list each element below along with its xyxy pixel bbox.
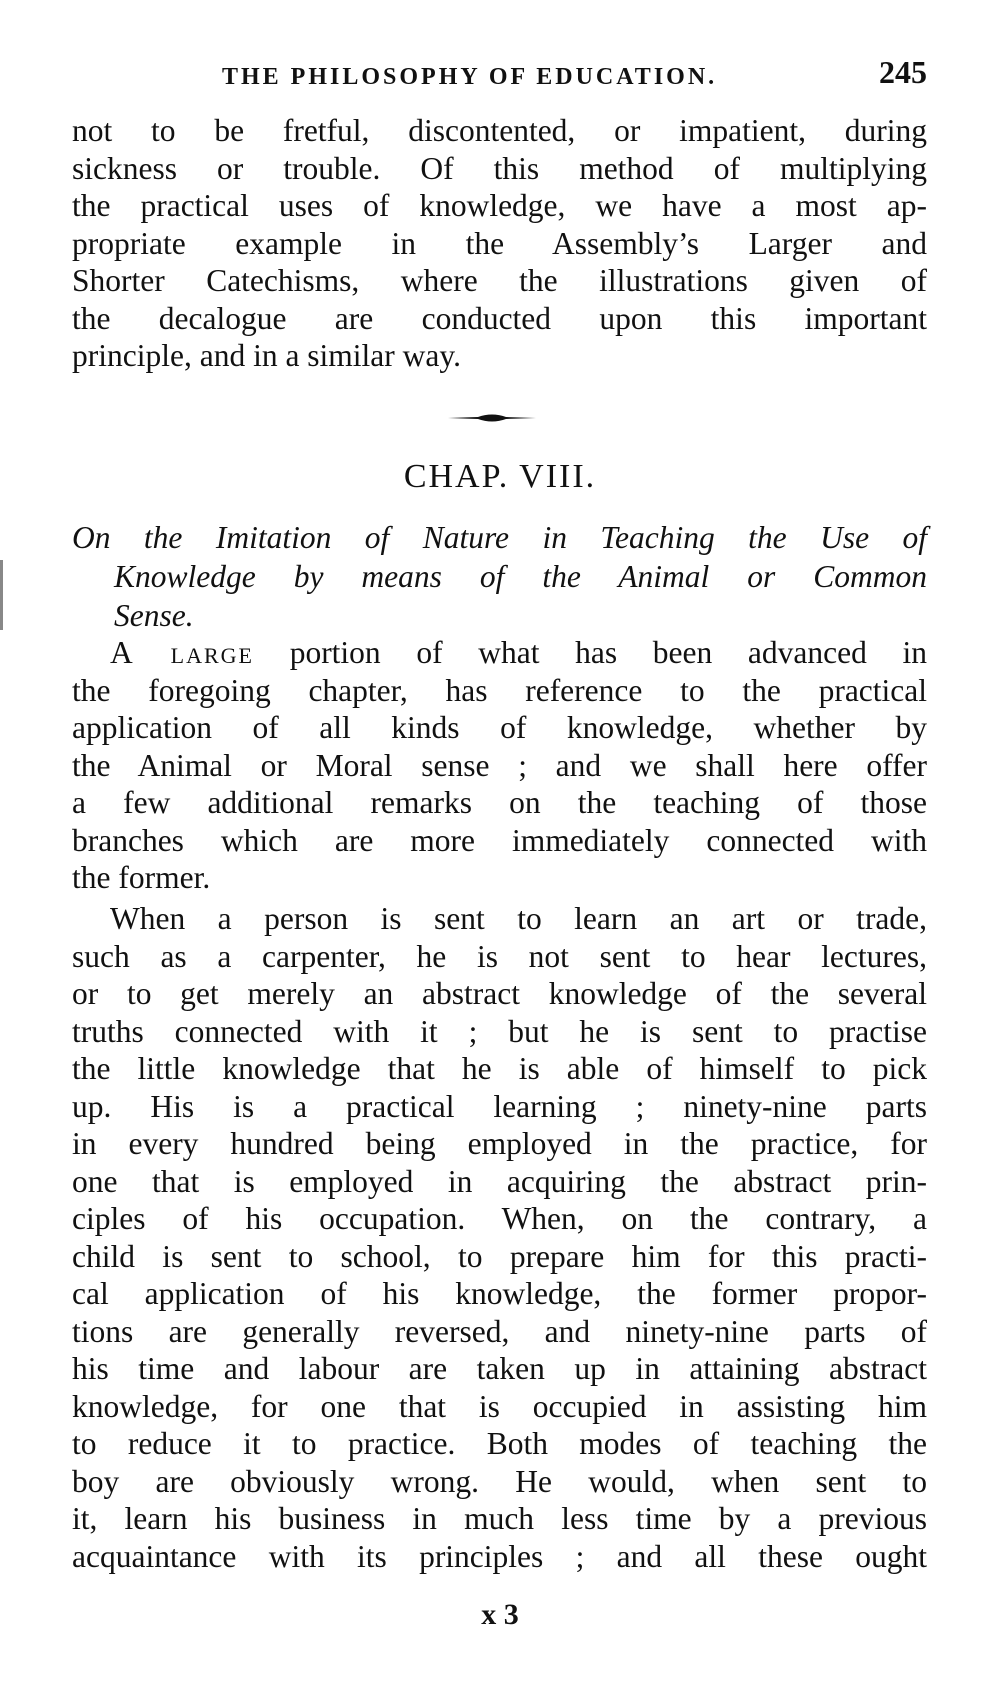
drop-word: A large [110,635,255,670]
page-edge-mark [0,560,3,630]
subtitle-line: Sense. [114,598,194,633]
text-line: propriate example in the Assembly’s Larger and [72,225,927,261]
text-line: the Animal or Moral sense ; and we shall here offer [72,747,927,783]
text-line: child is sent to school, to prepare him for this practi- [72,1238,927,1274]
page-number: 245 [879,54,927,90]
text-line: branches which are more immediately connected with [72,822,927,858]
text-line: tions are generally reversed, and ninety-nine parts of [72,1313,927,1349]
text-line: not to be fretful, discontented, or impatient, during [72,113,927,148]
section-divider-ornament [448,412,536,424]
text-line: sickness or trouble. Of this method of multiplying [72,150,927,186]
first-line-rest: portion of what has been advanced in [289,635,928,670]
text-line: it, learn his business in much less time by a previous [72,1501,927,1536]
text-line: the foregoing chapter, has reference to the practical [72,672,927,708]
text-line: to reduce it to practice. Both modes of teaching the [72,1426,927,1461]
running-head [72,50,927,100]
text-line: When a person is sent to learn an art or trade, [110,901,927,936]
text-line: application of all kinds of knowledge, whether by [72,710,927,745]
text-line: ciples of his occupation. When, on the contrary, a [72,1201,927,1236]
running-title: THE PHILOSOPHY OF EDUCATION. [222,64,718,90]
text-line: knowledge, for one that is occupied in assisting him [72,1388,927,1424]
text-line: the decalogue are conducted upon this important [72,300,927,336]
text-line: or to get merely an abstract knowledge of the several [72,976,927,1011]
text-line: his time and labour are taken up in attaining abstract [72,1351,927,1386]
chapter-subtitle [72,518,927,635]
paragraph-three [72,900,927,1575]
text-line: the little knowledge that he is able of himself to pick [72,1051,927,1086]
text-line: up. His is a practical learning ; ninety-nine parts [72,1088,927,1124]
text-line: boy are obviously wrong. He would, when sent to [72,1463,927,1499]
text-line: acquaintance with its principles ; and all these ought [72,1538,927,1574]
text-line: Shorter Catechisms, where the illustrations given of [72,263,927,298]
text-line [72,634,927,672]
text-line: such as a carpenter, he is not sent to hear lectures, [72,938,927,974]
signature-mark: x 3 [481,1598,519,1631]
subtitle-line: On the Imitation of Nature in Teaching the Use of [72,520,927,555]
text-line: cal application of his knowledge, the former propor- [72,1276,927,1311]
text-line: in every hundred being employed in the practice, for [72,1126,927,1161]
paragraph-two [72,634,927,897]
text-line: the former. [72,860,211,895]
text-line: truths connected with it ; but he is sent to practise [72,1013,927,1049]
chapter-heading: CHAP. VIII. [403,458,597,495]
subtitle-line: Knowledge by means of the Animal or Common [114,559,927,594]
text-line: one that is employed in acquiring the abstract prin- [72,1163,927,1199]
text-line: principle, and in a similar way. [72,338,461,373]
opening-paragraph [72,112,927,375]
text-line: a few additional remarks on the teaching of those [72,785,927,820]
text-line: the practical uses of knowledge, we have a most ap- [72,188,927,223]
